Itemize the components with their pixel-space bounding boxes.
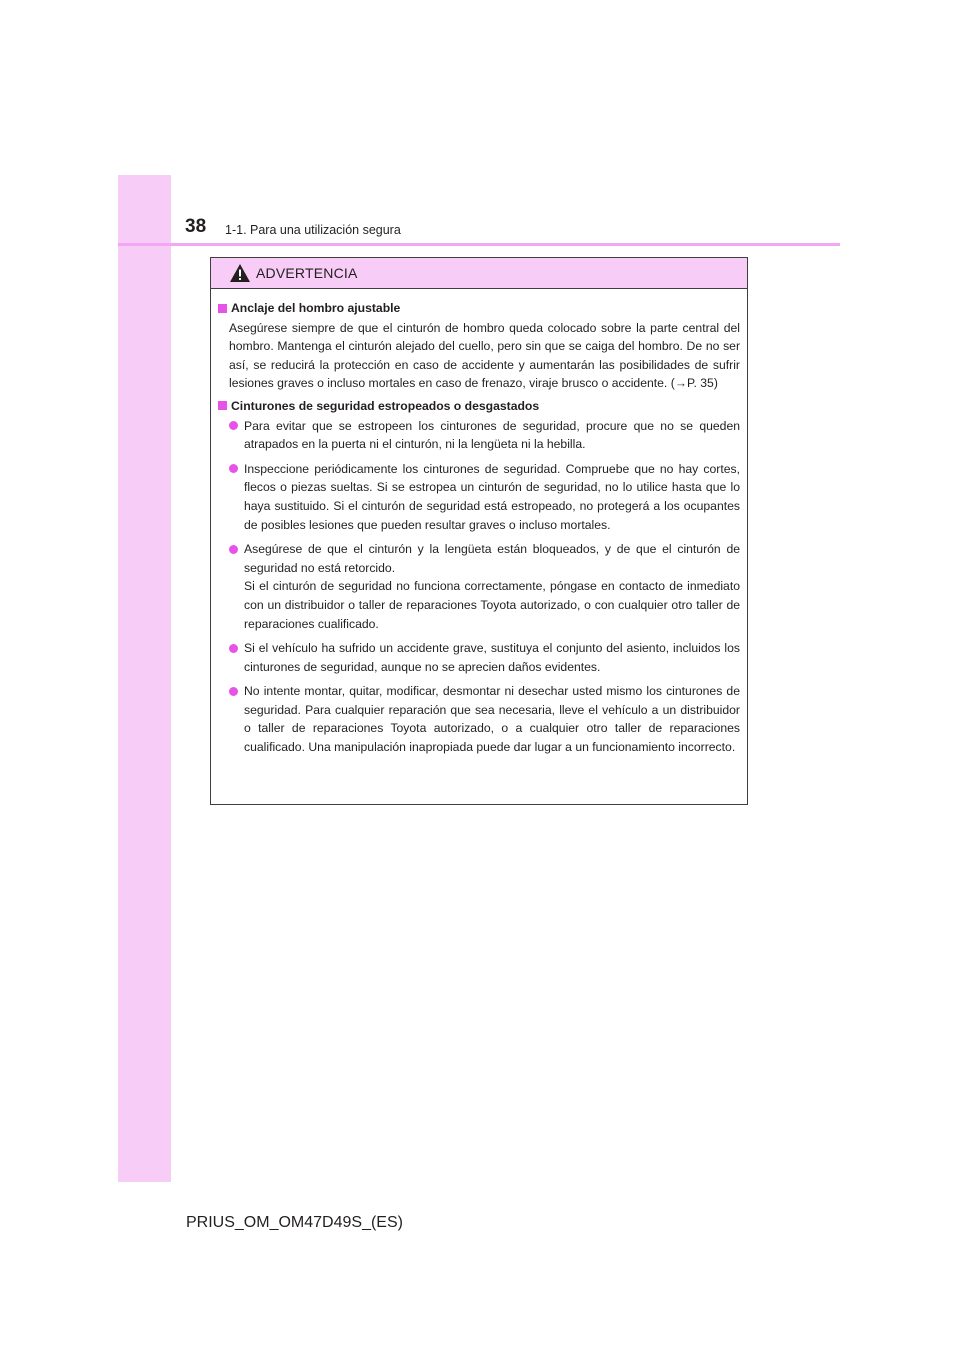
warning-body — [211, 289, 747, 757]
list-item-text: Para evitar que se estropeen los cinturones de seguridad, procure que no se queden atrapados en la puerta ni el cinturón, ni la lengüeta ni la hebilla. — [244, 418, 740, 452]
list-item — [229, 540, 740, 633]
list-item-text: No intente montar, quitar, modificar, desmontar ni desechar usted mismo los cinturones de seguridad. Para cualquier reparación que sea necesaria, lleve el vehículo a un distribuidor o taller de reparaciones Toyota autorizado, o a cualquier otro taller de reparaciones cualificado. Una manipulación inapropiada puede dar lugar a un funcionamiento incorrecto. — [244, 684, 740, 755]
round-bullet-icon — [229, 464, 238, 473]
list-item-text — [244, 540, 740, 633]
list-item — [229, 682, 740, 756]
warning-header — [211, 258, 747, 289]
section-heading-text: Anclaje del hombro ajustable — [231, 301, 401, 315]
square-bullet-icon — [218, 304, 227, 313]
list-item — [229, 417, 740, 454]
section-heading-text: Cinturones de seguridad estropeados o desgastados — [231, 398, 540, 413]
side-tab-band — [118, 175, 171, 1182]
document-code: PRIUS_OM_OM47D49S_(ES) — [186, 1214, 403, 1231]
round-bullet-icon — [229, 421, 238, 430]
list-item-line: Si el cinturón de seguridad no funciona correctamente, póngase en contacto de inmediato con un distribuidor o taller de reparaciones Toyota autorizado, o con cualquier otro taller de reparaciones cualificado. — [244, 579, 740, 631]
list-item — [229, 639, 740, 676]
round-bullet-icon — [229, 545, 238, 554]
round-bullet-icon — [229, 644, 238, 653]
warning-title: ADVERTENCIA — [256, 265, 358, 281]
section-heading — [218, 397, 740, 416]
section-title: 1-1. Para una utilización segura — [225, 223, 401, 237]
section-heading — [218, 299, 740, 318]
list-item-text: Si el vehículo ha sufrido un accidente grave, sustituya el conjunto del asiento, incluidos los cinturones de seguridad, aunque no se aprecien daños evidentes. — [244, 641, 740, 674]
header-divider — [118, 243, 840, 246]
square-bullet-icon — [218, 401, 227, 410]
round-bullet-icon — [229, 687, 238, 696]
warning-triangle-icon — [229, 263, 251, 283]
list-item-line: Asegúrese de que el cinturón y la lengüeta están bloqueados, y de que el cinturón de seguridad no está retorcido. — [244, 542, 740, 575]
list-item — [229, 460, 740, 534]
warning-box — [210, 257, 748, 805]
page-number: 38 — [185, 216, 207, 237]
list-item-text: Inspeccione periódicamente los cinturones de seguridad. Compruebe que no hay cortes, flecos o piezas sueltas. Si se estropea un cinturón de seguridad, no lo utilice hasta que lo haya sustituido. Si el cinturón de seguridad está estropeado, no protegerá a los ocupantes de posibles lesiones que pueden resultar graves o incluso mortales. — [244, 461, 740, 532]
section-paragraph: Asegúrese siempre de que el cinturón de hombro queda colocado sobre la parte central del hombro. Mantenga el cinturón alejado del cuello, pero sin que se caiga del hombro. De no ser así, se reducirá la protección en caso de accidente y aumentarán las posibilidades de sufrir lesiones graves o incluso mortales en caso de frenazo, viraje brusco o accidente. (→P. 35) — [229, 320, 740, 391]
